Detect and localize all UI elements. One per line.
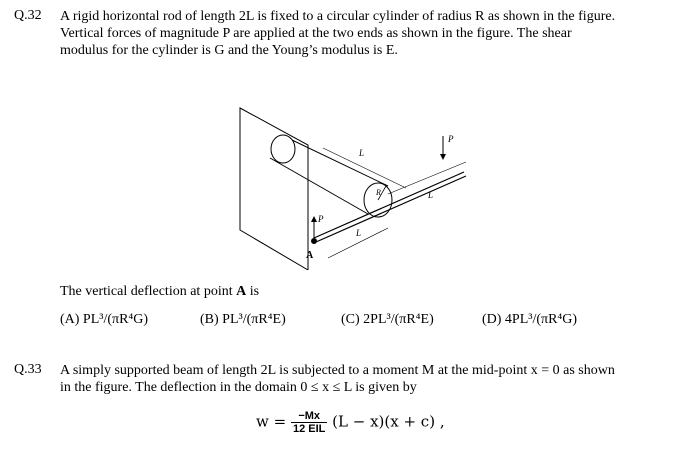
question-text bbox=[60, 362, 680, 396]
length-label-top: L bbox=[359, 148, 365, 158]
force-label-end: P bbox=[448, 134, 454, 144]
cylinder-back-end bbox=[271, 135, 295, 163]
option-b[interactable]: (B) PL³/(πR⁴E) bbox=[200, 312, 286, 327]
point-a-label: A bbox=[306, 250, 314, 261]
arrowhead-down-icon bbox=[440, 154, 446, 160]
rigid-rod-top bbox=[314, 172, 464, 238]
question-line: Vertical forces of magnitude P are applied at the two ends as shown in the figure. The shear bbox=[60, 26, 572, 41]
formula-numerator: −Mx bbox=[291, 410, 327, 423]
option-c[interactable]: (C) 2PL³/(πR⁴E) bbox=[341, 312, 434, 327]
radius-label: R bbox=[376, 188, 381, 197]
question-line: modulus for the cylinder is G and the Young’s modulus is E. bbox=[60, 43, 398, 58]
rigid-rod-bottom bbox=[316, 176, 466, 242]
question-number: Q.32 bbox=[14, 8, 42, 23]
formula-fraction bbox=[291, 410, 327, 435]
question-line: A rigid horizontal rod of length 2L is fixed to a circular cylinder of radius R as shown in the figure. bbox=[60, 9, 616, 24]
force-label-a: P bbox=[318, 214, 324, 224]
formula-lhs: w = bbox=[256, 412, 287, 431]
wall-plate bbox=[240, 108, 308, 270]
arrowhead-up-icon bbox=[311, 216, 317, 222]
formula-rhs: (L − x)(x + c) , bbox=[332, 412, 445, 431]
question-prompt bbox=[60, 284, 259, 300]
deflection-formula bbox=[256, 410, 445, 435]
prompt-end: is bbox=[246, 284, 260, 299]
question-line: in the figure. The deflection in the domain 0 ≤ x ≤ L is given by bbox=[60, 380, 417, 395]
question-line: A simply supported beam of length 2L is subjected to a moment M at the mid-point x = 0 as shown bbox=[60, 363, 615, 378]
length-label-right: L bbox=[428, 190, 434, 200]
formula-denominator: 12 EIL bbox=[292, 423, 326, 435]
question-text bbox=[60, 8, 680, 59]
prompt-bold: A bbox=[236, 284, 247, 299]
point-a-marker bbox=[311, 238, 317, 244]
prompt-text: The vertical deflection at point bbox=[60, 284, 237, 299]
question-number: Q.33 bbox=[14, 362, 42, 377]
option-a[interactable]: (A) PL³/(πR⁴G) bbox=[60, 312, 149, 327]
dimension-line-top bbox=[323, 148, 406, 188]
dimension-line-right bbox=[388, 162, 466, 194]
length-label-bottom: L bbox=[356, 228, 362, 238]
rod-cylinder-figure bbox=[228, 100, 488, 270]
option-d[interactable]: (D) 4PL³/(πR⁴G) bbox=[482, 312, 578, 327]
